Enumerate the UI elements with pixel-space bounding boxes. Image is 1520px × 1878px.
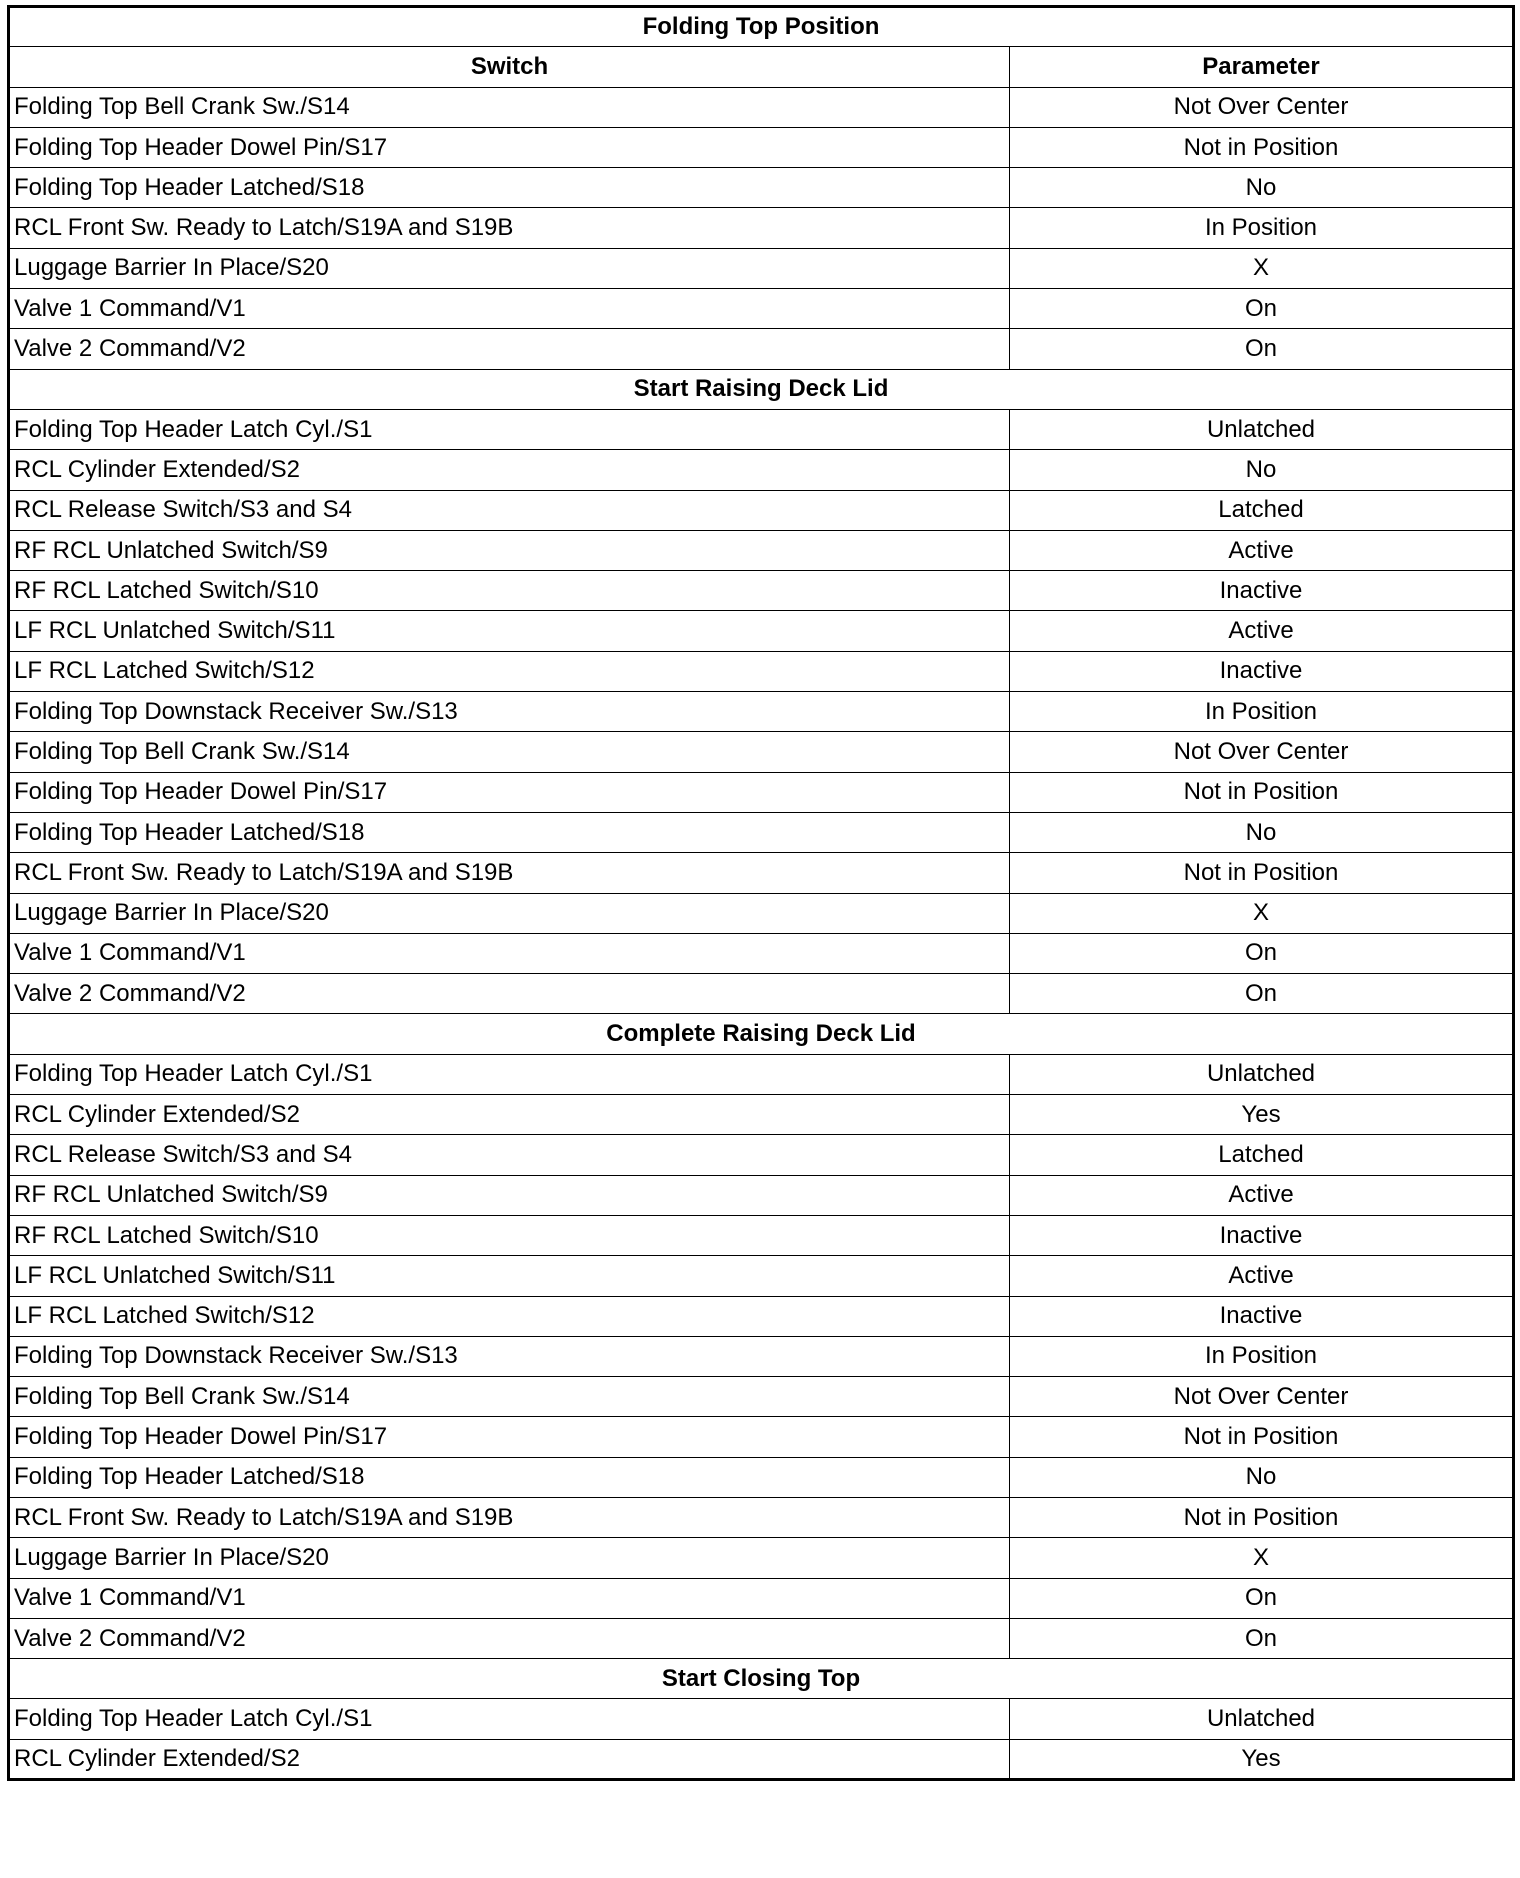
switch-cell: RCL Front Sw. Ready to Latch/S19A and S19B [9, 853, 1010, 893]
parameter-cell: Active [1010, 1256, 1514, 1296]
switch-cell: RF RCL Latched Switch/S10 [9, 1215, 1010, 1255]
table-row [9, 1417, 1514, 1457]
table-row [9, 450, 1514, 490]
switch-cell: RCL Release Switch/S3 and S4 [9, 1135, 1010, 1175]
parameter-cell: Not Over Center [1010, 87, 1514, 127]
parameter-cell: Not in Position [1010, 853, 1514, 893]
table-row [9, 1054, 1514, 1094]
parameter-cell: Latched [1010, 490, 1514, 530]
section-header-row [9, 1659, 1514, 1699]
switch-cell: RF RCL Latched Switch/S10 [9, 571, 1010, 611]
column-header-row [9, 47, 1514, 87]
section-title: Complete Raising Deck Lid [9, 1014, 1514, 1054]
parameter-cell: Not Over Center [1010, 732, 1514, 772]
switch-cell: RF RCL Unlatched Switch/S9 [9, 1175, 1010, 1215]
switch-cell: Folding Top Bell Crank Sw./S14 [9, 732, 1010, 772]
table-row [9, 208, 1514, 248]
table-row [9, 974, 1514, 1014]
parameter-cell: Inactive [1010, 1215, 1514, 1255]
parameter-cell: Inactive [1010, 1296, 1514, 1336]
section-title: Start Raising Deck Lid [9, 369, 1514, 409]
parameter-cell: On [1010, 1578, 1514, 1618]
table-body [9, 87, 1514, 1779]
table-row [9, 1377, 1514, 1417]
switch-cell: RCL Release Switch/S3 and S4 [9, 490, 1010, 530]
parameter-cell: Not in Position [1010, 127, 1514, 167]
parameter-cell: On [1010, 289, 1514, 329]
switch-cell: Folding Top Header Latched/S18 [9, 812, 1010, 852]
table-row [9, 732, 1514, 772]
parameter-cell: No [1010, 1457, 1514, 1497]
switch-cell: RCL Front Sw. Ready to Latch/S19A and S19B [9, 208, 1010, 248]
section-header-row [9, 369, 1514, 409]
switch-cell: Folding Top Downstack Receiver Sw./S13 [9, 1336, 1010, 1376]
switch-cell: Folding Top Header Latch Cyl./S1 [9, 1054, 1010, 1094]
table-row [9, 611, 1514, 651]
parameter-cell: Active [1010, 530, 1514, 570]
parameter-cell: Yes [1010, 1095, 1514, 1135]
table-title: Folding Top Position [9, 7, 1514, 47]
table-row [9, 1578, 1514, 1618]
switch-cell: Folding Top Header Latch Cyl./S1 [9, 1699, 1010, 1739]
switch-cell: RCL Cylinder Extended/S2 [9, 1095, 1010, 1135]
switch-cell: Folding Top Header Latched/S18 [9, 168, 1010, 208]
table-row [9, 530, 1514, 570]
table-row [9, 853, 1514, 893]
parameter-cell: Active [1010, 611, 1514, 651]
section-header-row [9, 1014, 1514, 1054]
switch-cell: Valve 1 Command/V1 [9, 289, 1010, 329]
switch-cell: Folding Top Header Dowel Pin/S17 [9, 772, 1010, 812]
switch-cell: LF RCL Latched Switch/S12 [9, 1296, 1010, 1336]
parameter-cell: No [1010, 450, 1514, 490]
parameter-cell: Not in Position [1010, 772, 1514, 812]
table-row [9, 812, 1514, 852]
switch-cell: LF RCL Unlatched Switch/S11 [9, 611, 1010, 651]
parameter-cell: Unlatched [1010, 1699, 1514, 1739]
parameter-cell: On [1010, 974, 1514, 1014]
parameter-cell: In Position [1010, 692, 1514, 732]
switch-cell: Valve 1 Command/V1 [9, 933, 1010, 973]
table-row [9, 1095, 1514, 1135]
table-row [9, 1215, 1514, 1255]
table-row [9, 168, 1514, 208]
switch-cell: Valve 2 Command/V2 [9, 329, 1010, 369]
table-row [9, 409, 1514, 449]
switch-cell: Valve 1 Command/V1 [9, 1578, 1010, 1618]
table-row [9, 248, 1514, 288]
parameter-cell: No [1010, 812, 1514, 852]
parameter-cell: Not in Position [1010, 1497, 1514, 1537]
column-header-switch: Switch [9, 47, 1010, 87]
section-title: Start Closing Top [9, 1659, 1514, 1699]
switch-cell: Folding Top Header Dowel Pin/S17 [9, 127, 1010, 167]
switch-cell: RF RCL Unlatched Switch/S9 [9, 530, 1010, 570]
table-row [9, 289, 1514, 329]
switch-cell: RCL Cylinder Extended/S2 [9, 1739, 1010, 1779]
parameter-cell: X [1010, 248, 1514, 288]
parameter-cell: Latched [1010, 1135, 1514, 1175]
parameter-cell: Inactive [1010, 651, 1514, 691]
table-row [9, 933, 1514, 973]
table-row [9, 490, 1514, 530]
table-row [9, 127, 1514, 167]
table-row [9, 1699, 1514, 1739]
switch-cell: LF RCL Latched Switch/S12 [9, 651, 1010, 691]
table-row [9, 1618, 1514, 1658]
switch-cell: Folding Top Header Latch Cyl./S1 [9, 409, 1010, 449]
parameter-cell: Unlatched [1010, 1054, 1514, 1094]
switch-cell: RCL Cylinder Extended/S2 [9, 450, 1010, 490]
switch-cell: Folding Top Bell Crank Sw./S14 [9, 1377, 1010, 1417]
table-row [9, 1256, 1514, 1296]
table-row [9, 651, 1514, 691]
table-row [9, 692, 1514, 732]
switch-cell: Valve 2 Command/V2 [9, 974, 1010, 1014]
parameter-cell: Unlatched [1010, 409, 1514, 449]
parameter-cell: Not Over Center [1010, 1377, 1514, 1417]
table-row [9, 1296, 1514, 1336]
parameter-cell: X [1010, 1538, 1514, 1578]
parameter-cell: On [1010, 329, 1514, 369]
parameter-cell: Not in Position [1010, 1417, 1514, 1457]
table-row [9, 893, 1514, 933]
table-row [9, 571, 1514, 611]
switch-parameter-table [7, 5, 1515, 1781]
table-row [9, 1739, 1514, 1779]
parameter-cell: Active [1010, 1175, 1514, 1215]
column-header-parameter: Parameter [1010, 47, 1514, 87]
parameter-cell: In Position [1010, 1336, 1514, 1376]
switch-cell: Folding Top Header Dowel Pin/S17 [9, 1417, 1010, 1457]
parameter-cell: Inactive [1010, 571, 1514, 611]
switch-cell: RCL Front Sw. Ready to Latch/S19A and S19B [9, 1497, 1010, 1537]
table-row [9, 1135, 1514, 1175]
switch-cell: Folding Top Downstack Receiver Sw./S13 [9, 692, 1010, 732]
parameter-cell: On [1010, 1618, 1514, 1658]
switch-cell: Folding Top Bell Crank Sw./S14 [9, 87, 1010, 127]
parameter-cell: Yes [1010, 1739, 1514, 1779]
parameter-cell: No [1010, 168, 1514, 208]
parameter-cell: In Position [1010, 208, 1514, 248]
table-row [9, 87, 1514, 127]
switch-cell: Valve 2 Command/V2 [9, 1618, 1010, 1658]
table-row [9, 1336, 1514, 1376]
parameter-cell: On [1010, 933, 1514, 973]
switch-cell: Luggage Barrier In Place/S20 [9, 248, 1010, 288]
table-row [9, 772, 1514, 812]
switch-cell: LF RCL Unlatched Switch/S11 [9, 1256, 1010, 1296]
switch-cell: Folding Top Header Latched/S18 [9, 1457, 1010, 1497]
table-row [9, 1175, 1514, 1215]
table-row [9, 1538, 1514, 1578]
table-row [9, 1457, 1514, 1497]
switch-cell: Luggage Barrier In Place/S20 [9, 893, 1010, 933]
table-row [9, 1497, 1514, 1537]
table-row [9, 329, 1514, 369]
parameter-cell: X [1010, 893, 1514, 933]
table-title-row [9, 7, 1514, 47]
switch-cell: Luggage Barrier In Place/S20 [9, 1538, 1010, 1578]
